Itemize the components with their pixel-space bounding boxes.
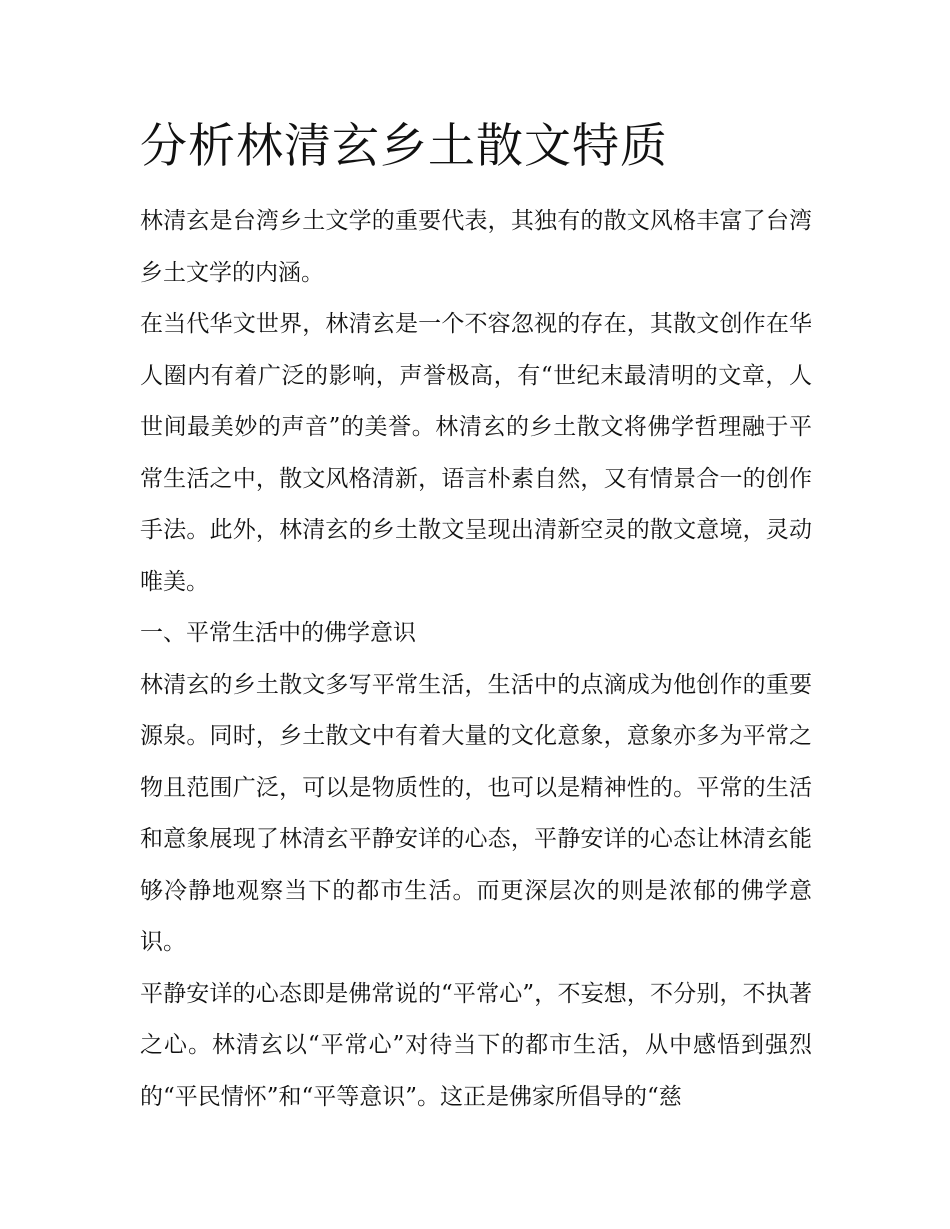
- paragraph-daily-life: 林清玄的乡土散文多写平常生活，生活中的点滴成为他创作的重要源泉。同时，乡土散文中有着大量的文化意象，意象亦多为平常之物且范围广泛，可以是物质性的，也可以是精神性的。平常的生活和意象展现了林清玄平静安详的心态，平静安详的心态让林清玄能够冷静地观察当下的都市生活。而更深层次的则是浓郁的佛学意识。: [140, 671, 812, 955]
- document-page: [140, 0, 812, 1229]
- paragraph-intro: 林清玄是台湾乡土文学的重要代表，其独有的散文风格丰富了台湾乡土文学的内涵。: [140, 208, 812, 286]
- section-heading: 一、平常生活中的佛学意识: [140, 620, 416, 646]
- document-title: 分析林清玄乡土散文特质: [140, 119, 668, 174]
- paragraph-ordinary-mind: 平静安详的心态即是佛常说的“平常心”，不妄想，不分别，不执著之心。林清玄以“平常心”对待当下的都市生活，从中感悟到强烈的“平民情怀”和“平等意识”。这正是佛家所倡导的“慈: [140, 980, 812, 1110]
- document-body: [140, 196, 812, 1123]
- paragraph-overview: 在当代华文世界，林清玄是一个不容忽视的存在，其散文创作在华人圈内有着广泛的影响，声誉极高，有“世纪末最清明的文章，人世间最美妙的声音”的美誉。林清玄的乡土散文将佛学哲理融于平常生活之中，散文风格清新，语言朴素自然，又有情景合一的创作手法。此外，林清玄的乡土散文呈现出清新空灵的散文意境，灵动唯美。: [140, 311, 812, 595]
